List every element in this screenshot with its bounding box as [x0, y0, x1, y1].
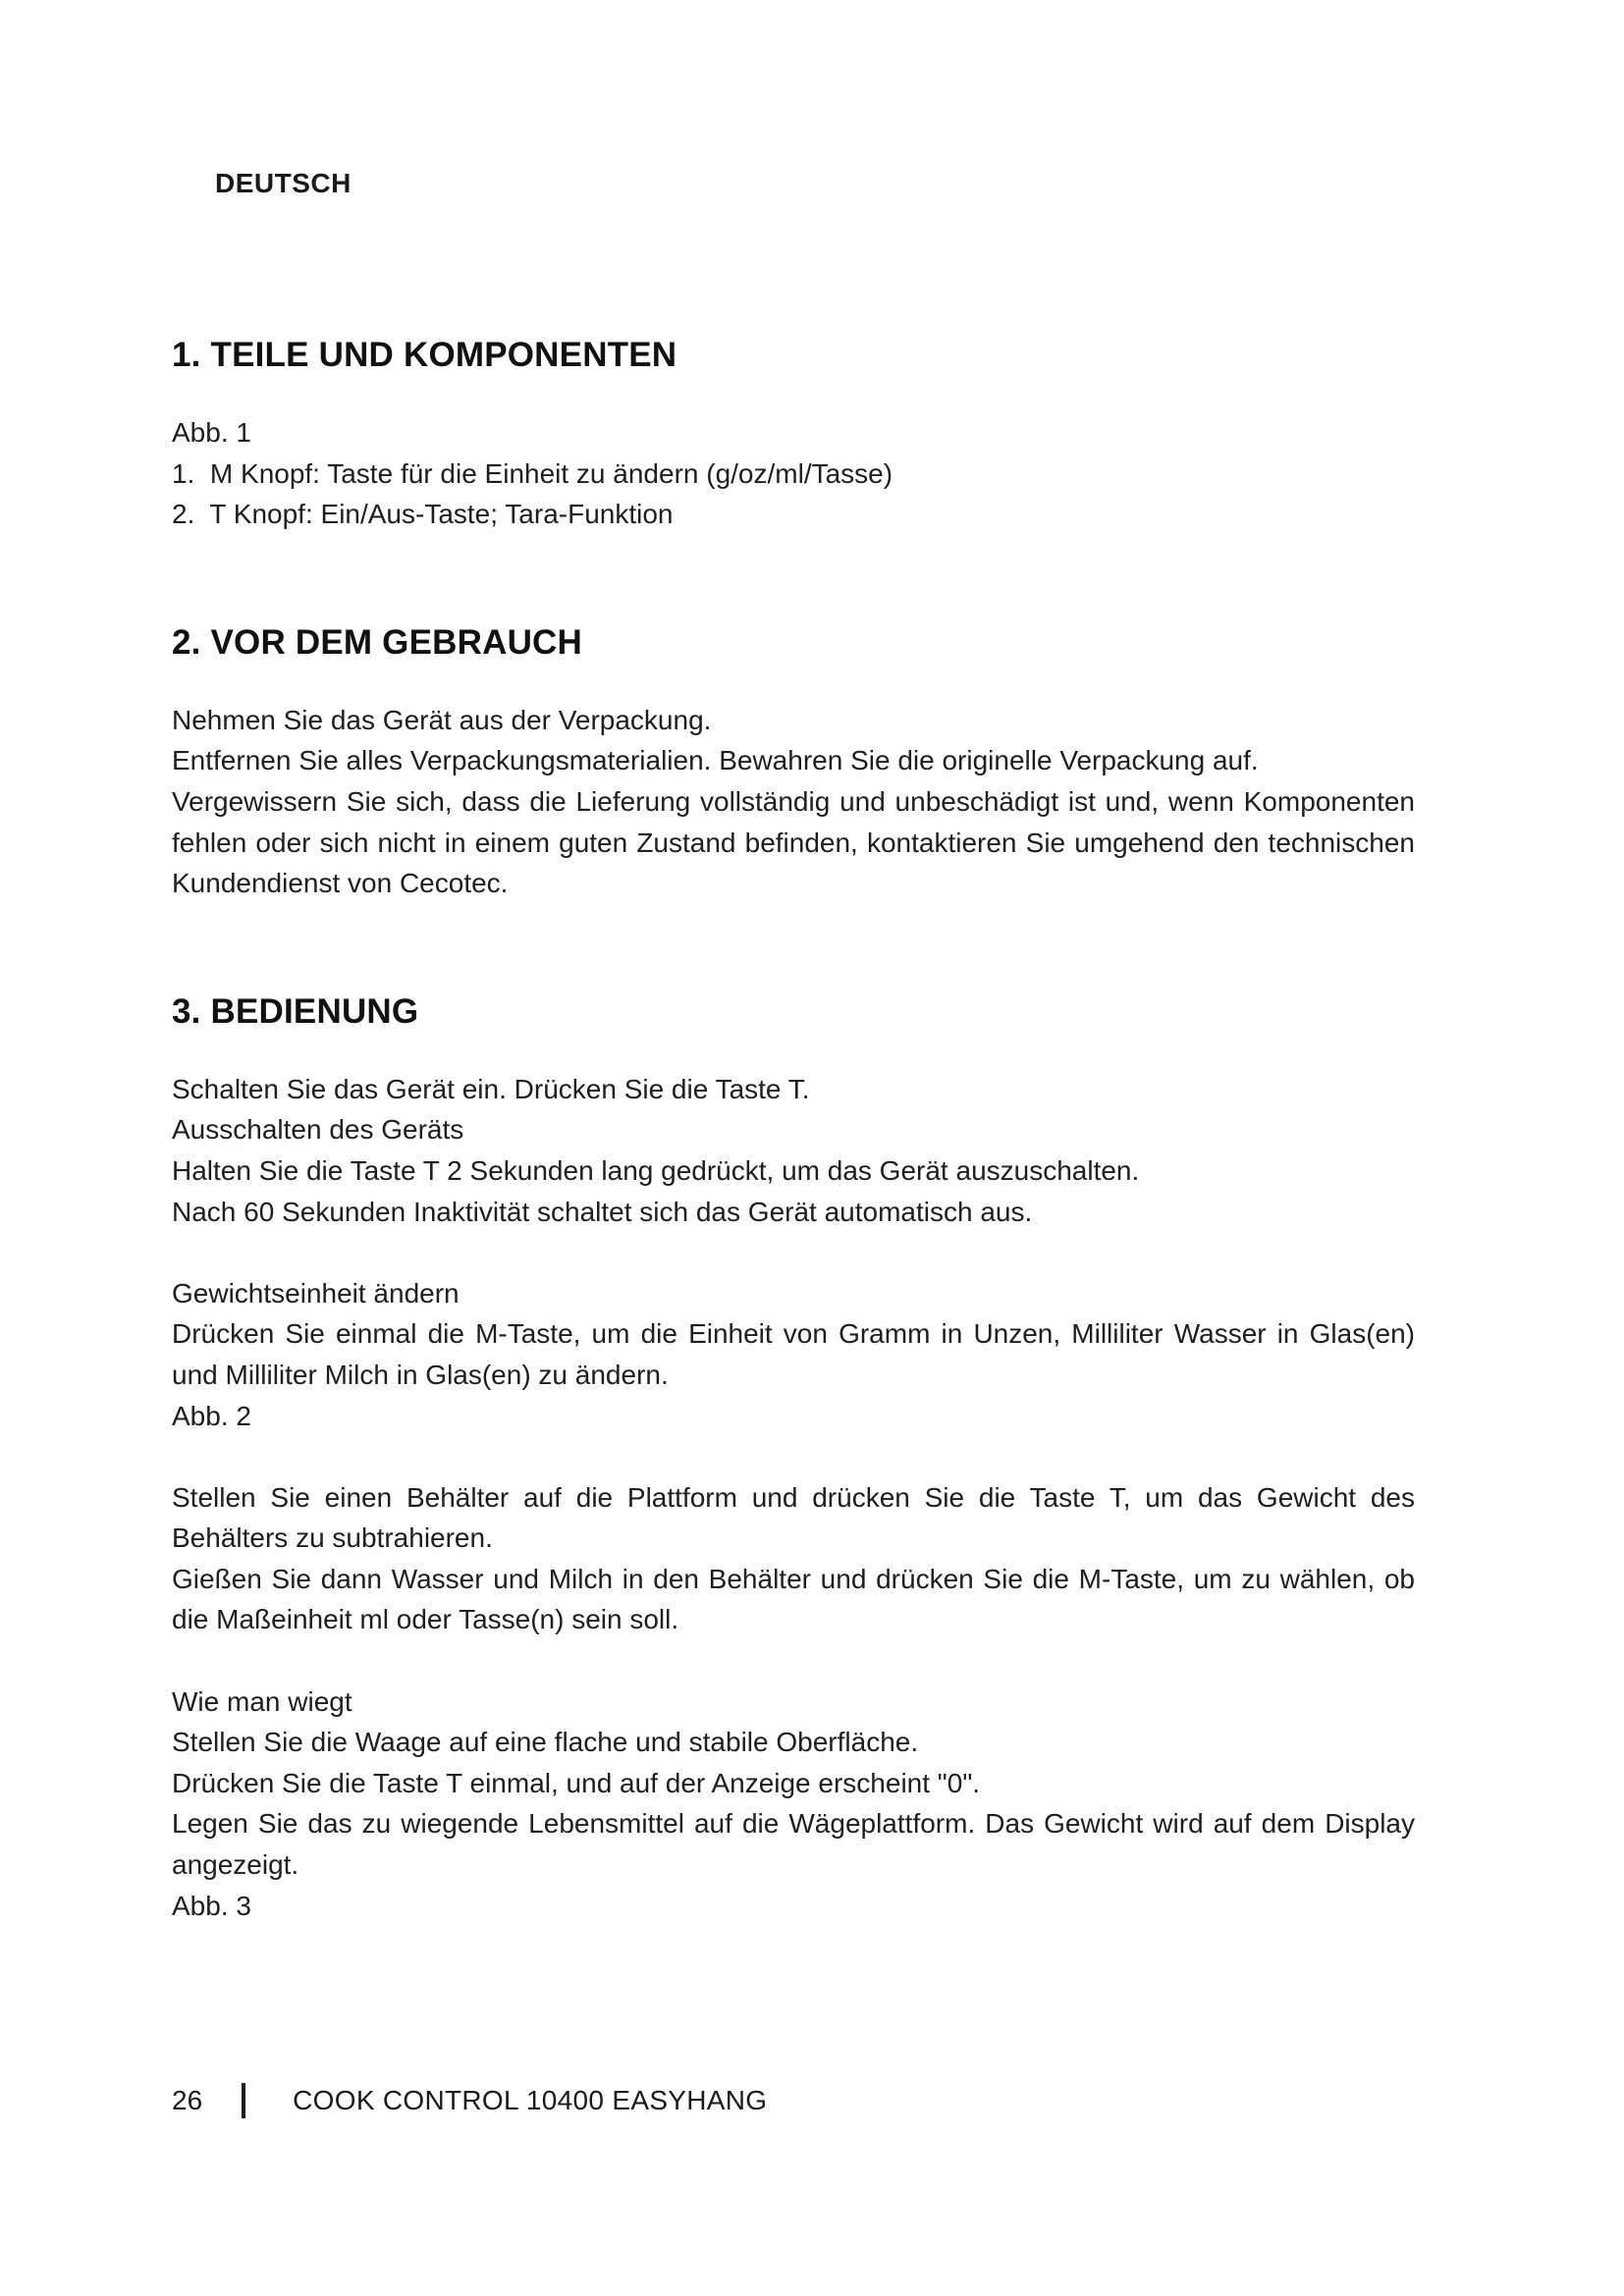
paragraph: Vergewissern Sie sich, dass die Lieferung vollständig und unbeschädigt ist und, wenn Komponenten fehlen oder sich nicht in einem guten Zustand befinden, kontaktieren Sie umgehend den technischen Kundendienst von Cecotec. [172, 785, 1415, 899]
section-title: 1. TEILE UND KOMPONENTEN [172, 336, 677, 374]
paragraph: Stellen Sie einen Behälter auf die Plattform und drücken Sie die Taste T, um das Gewicht des Behälters zu subtrahieren. [172, 1481, 1415, 1554]
subheading: Wie man wiegt [172, 1685, 352, 1717]
subheading: Ausschalten des Geräts [172, 1114, 464, 1146]
section-title: 3. BEDIENUNG [172, 991, 419, 1031]
paragraph: Entfernen Sie alles Verpackungsmaterialien. Bewahren Sie die originelle Verpackung auf. [172, 745, 1259, 776]
list-item: 1. M Knopf: Taste für die Einheit zu ändern (g/oz/ml/Tasse) [172, 457, 893, 489]
paragraph: Gießen Sie dann Wasser und Milch in den Behälter und drücken Sie die M-Taste, um zu wählen, ob die Maßeinheit ml oder Tasse(n) sein soll. [172, 1563, 1415, 1635]
paragraph: Stellen Sie die Waage auf eine flache und stabile Oberfläche. [172, 1727, 919, 1758]
figure-ref: Abb. 1 [172, 417, 251, 448]
section-body [172, 700, 1415, 904]
product-name: COOK CONTROL 10400 EASYHANG [293, 2085, 768, 2115]
subheading: Gewichtseinheit ändern [172, 1277, 460, 1308]
paragraph: Legen Sie das zu wiegende Lebensmittel auf die Wägeplattform. Das Gewicht wird auf dem Display angezeigt. [172, 1808, 1415, 1881]
section-before-use [172, 621, 1415, 904]
section-operation [172, 990, 1415, 1926]
paragraph: Drücken Sie die Taste T einmal, und auf der Anzeige erscheint "0". [172, 1767, 981, 1798]
page-number: 26 [172, 2085, 203, 2115]
section-title: 2. VOR DEM GEBRAUCH [172, 622, 583, 662]
document-body [172, 334, 1415, 1926]
language-label: DEUTSCH [215, 168, 352, 198]
figure-ref: Abb. 2 [172, 1400, 251, 1431]
paragraph: Nach 60 Sekunden Inaktivität schaltet sich das Gerät automatisch aus. [172, 1196, 1033, 1227]
paragraph: Schalten Sie das Gerät ein. Drücken Sie die Taste T. [172, 1073, 810, 1104]
section-body [172, 412, 1415, 535]
list-item: 2. T Knopf: Ein/Aus-Taste; Tara-Funktion [172, 499, 674, 530]
figure-ref: Abb. 3 [172, 1890, 251, 1921]
page-footer [172, 2081, 767, 2120]
section-parts [172, 334, 1415, 535]
section-body [172, 1069, 1415, 1926]
paragraph: Halten Sie die Taste T 2 Sekunden lang gedrückt, um das Gerät auszuschalten. [172, 1154, 1140, 1186]
footer-divider [242, 2083, 245, 2118]
paragraph: Nehmen Sie das Gerät aus der Verpackung. [172, 704, 712, 735]
paragraph: Drücken Sie einmal die M-Taste, um die Einheit von Gramm in Unzen, Milliliter Wasser in Glas(en) und Milliliter Milch in Glas(en) zu ändern. [172, 1318, 1415, 1390]
